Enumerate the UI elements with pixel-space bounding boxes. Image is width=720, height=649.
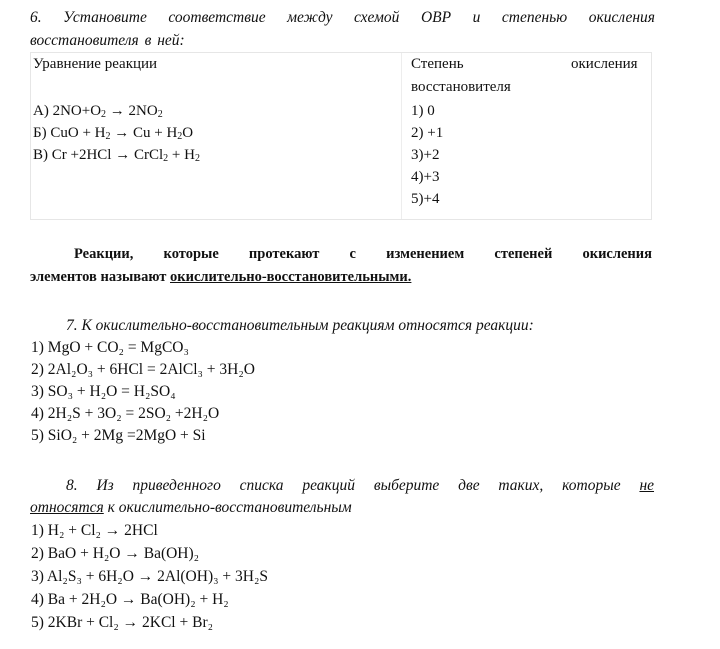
q8-title-line2: относятся к окислительно-восстановительным xyxy=(30,499,352,516)
table-divider xyxy=(401,53,402,219)
q6-title-line2: восстановителя в ней: xyxy=(30,32,185,49)
table-left-header: Уравнение реакции xyxy=(33,56,158,72)
reaction-a: А) $2NO+O_2 \to 2NO_2$ xyxy=(33,103,163,120)
reaction-c: В) Cr +2HCl → CrCl$_2$ + $H_2$ xyxy=(33,147,200,164)
q8-item-5: 5) 2KBr + Cl₂ → 2KCl + Br₂ xyxy=(31,614,214,631)
q8-title-line1: 8. Из приведенного списка реакций выберите две таких, которые не xyxy=(66,477,655,494)
q8-item-3: 3) Al₂S₃ + 6H₂O → 2Al(OH)₃ + 3H₂S xyxy=(31,568,268,585)
q6-title-line1: 6. Установите соответствие между схемой ОВР и степенью окисления xyxy=(30,9,655,26)
option-5: 5)+4 xyxy=(411,191,440,207)
q7-item-5: 5) SiO₂ + 2Mg =2MgO + Si xyxy=(31,427,206,444)
option-3: 3)+2 xyxy=(411,147,440,163)
q7-item-4: 4) 2H₂S + 3O₂ = 2SO₂ +2H₂O xyxy=(31,405,220,422)
option-4: 4)+3 xyxy=(411,169,440,185)
definition-line2: элементов называют окислительно-восстановительными. xyxy=(30,269,412,285)
definition-line1: Реакции, которые протекают с изменением степеней окисления xyxy=(74,246,652,262)
option-1: 1) 0 xyxy=(411,103,435,119)
q6-table xyxy=(30,52,652,220)
table-right-header-a: Степень xyxy=(411,56,464,72)
table-right-header-b: окисления xyxy=(571,56,638,72)
definition-paragraph xyxy=(30,243,652,289)
table-right-header-c: восстановителя xyxy=(411,79,511,95)
reaction-b: Б) CuO + $H_2 \to Cu + H_2O$ xyxy=(33,125,194,142)
q7-item-1: 1) MgO + CO₂ = MgCO₃ xyxy=(31,339,189,356)
q8-item-1: 1) H₂ + Cl₂ → 2HCl xyxy=(31,522,158,539)
q7-item-2: 2) 2Al₂O₃ + 6HCl = 2AlCl₃ + 3H₂O xyxy=(31,361,255,378)
option-2: 2) +1 xyxy=(411,125,444,141)
q8-item-2: 2) BaO + H₂O → Ba(OH)₂ xyxy=(31,545,200,562)
q7-item-3: 3) SO₃ + H₂O = H₂SO₄ xyxy=(31,383,176,400)
q8-item-4: 4) Ba + 2H₂O → Ba(OH)₂ + H₂ xyxy=(31,591,229,608)
q7-title: 7. К окислительно-восстановительным реакциям относятся реакции: xyxy=(66,317,534,334)
